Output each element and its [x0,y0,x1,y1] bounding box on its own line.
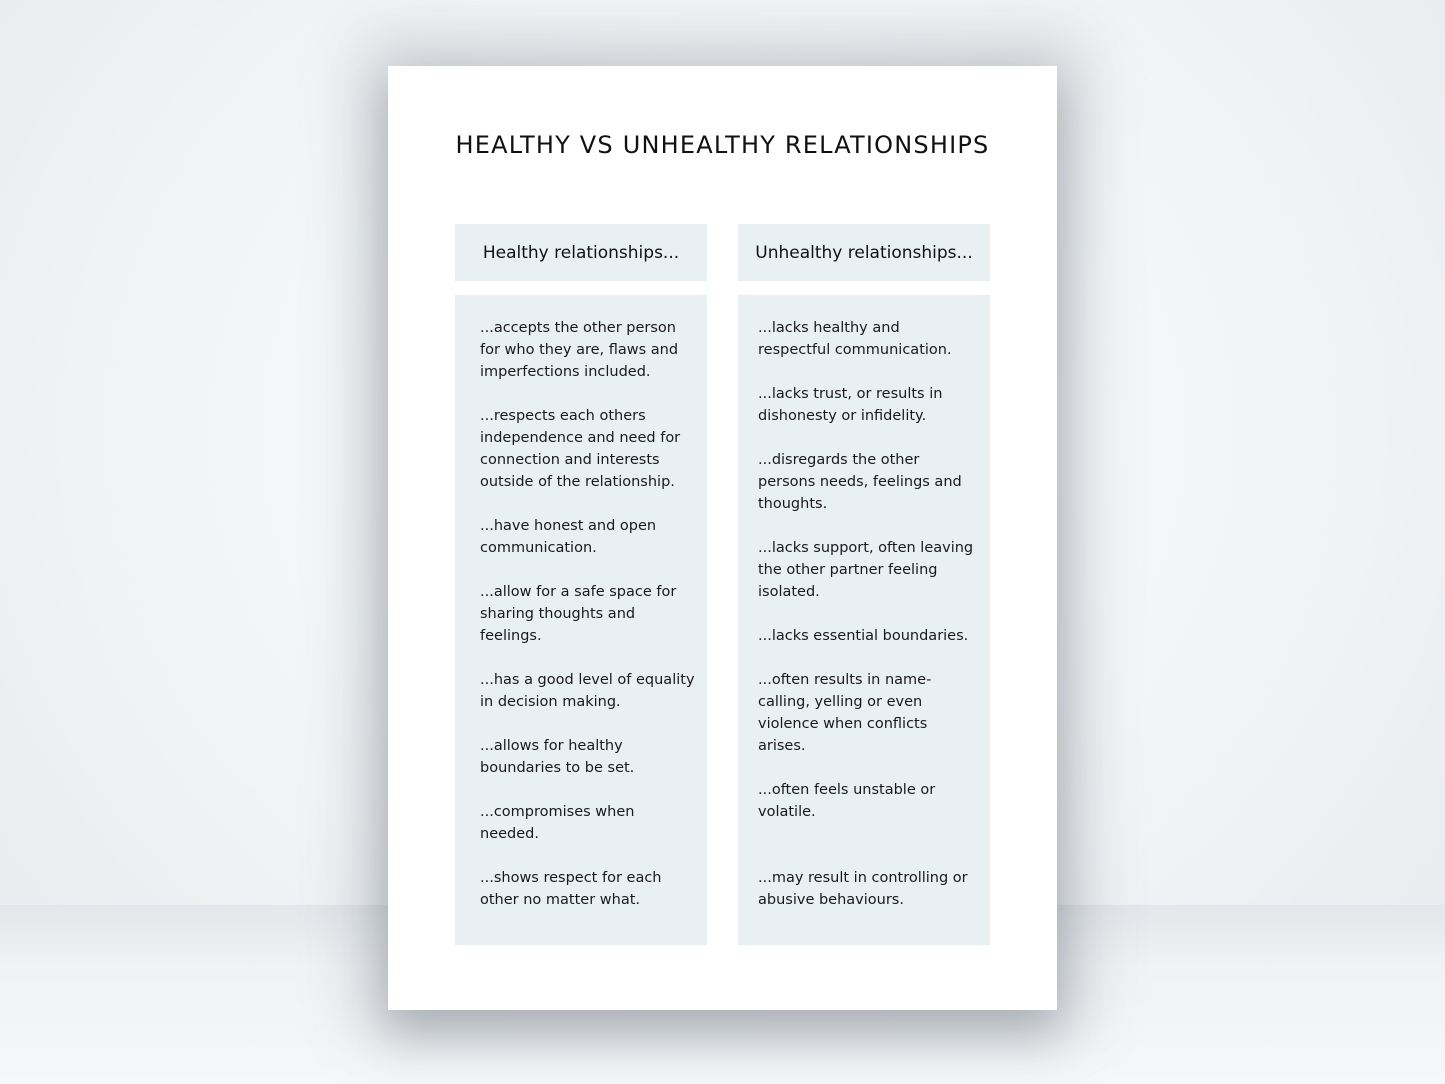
unhealthy-item: ...lacks trust, or results in dishonesty or infidelity. [758,386,943,424]
unhealthy-item: ...lacks essential boundaries. [758,628,969,644]
healthy-item: ...compromises when needed. [480,804,635,842]
healthy-item: ...accepts the other person for who they are, flaws and imperfections included. [480,320,679,380]
unhealthy-item: ...lacks healthy and respectful communication. [758,320,952,358]
unhealthy-column [738,295,990,945]
document-page [388,66,1057,1010]
unhealthy-column-header: Unhealthy relationships... [738,224,990,281]
unhealthy-item: ...often feels unstable or volatile. [758,782,936,820]
unhealthy-item: ...lacks support, often leaving the other partner feeling isolated. [758,540,974,600]
page-title: HEALTHY VS UNHEALTHY RELATIONSHIPS [455,131,990,159]
unhealthy-item: ...disregards the other persons needs, feelings and thoughts. [758,452,962,512]
healthy-item: ...allows for healthy boundaries to be set. [480,738,635,776]
unhealthy-item: ...may result in controlling or abusive behaviours. [758,870,968,908]
healthy-item: ...respects each others independence and need for connection and interests outside of the relationship. [480,408,681,490]
unhealthy-item: ...often results in name- calling, yelling or even violence when conflicts arises. [758,672,932,754]
healthy-item: ...has a good level of equality in decision making. [480,672,695,710]
healthy-item: ...have honest and open communication. [480,518,657,556]
healthy-column [455,295,707,945]
healthy-item: ...shows respect for each other no matter what. [480,870,662,908]
healthy-column-header: Healthy relationships... [455,224,707,281]
healthy-item: ...allow for a safe space for sharing thoughts and feelings. [480,584,677,644]
